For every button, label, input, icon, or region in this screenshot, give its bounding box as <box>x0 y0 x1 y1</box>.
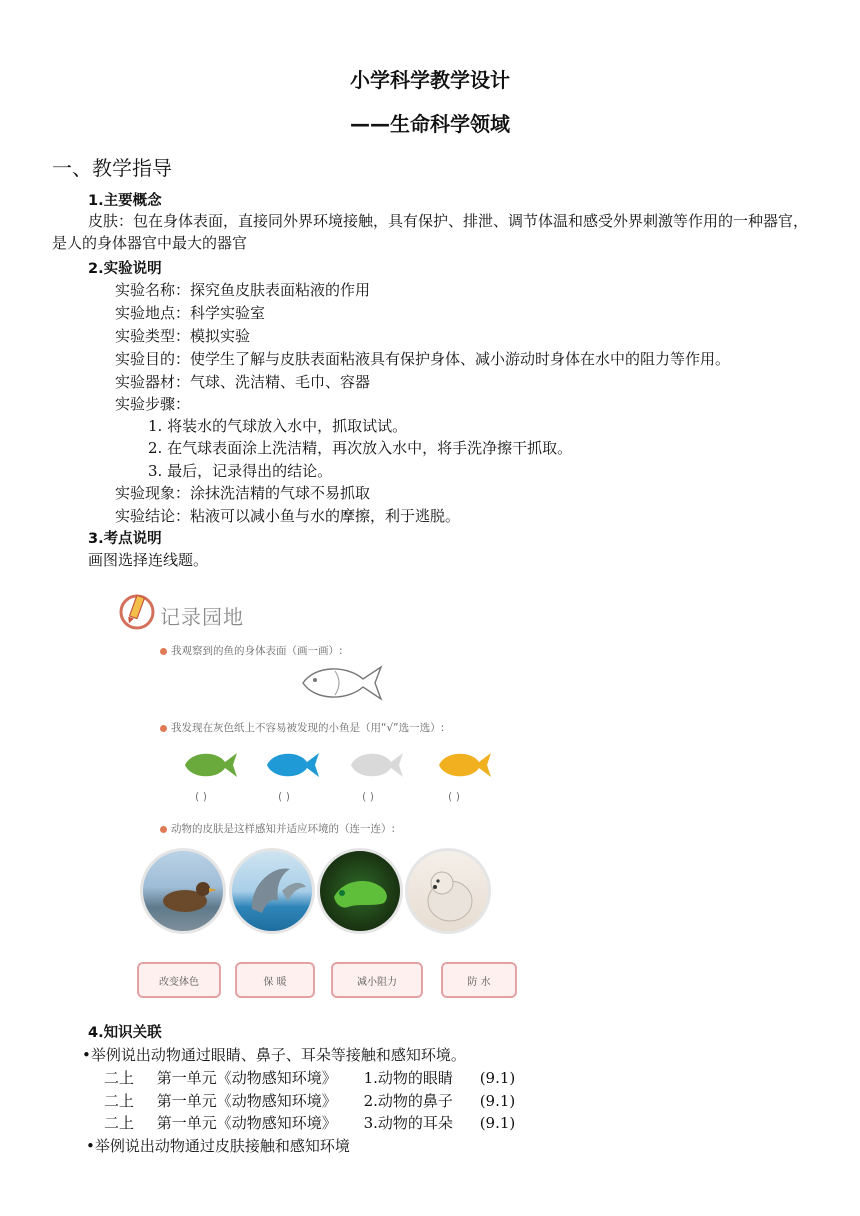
link-grade: 二上 <box>104 1069 135 1087</box>
tag-change-color[interactable]: 改变体色 <box>137 962 221 998</box>
choice-paren[interactable]: ( ) <box>362 790 375 803</box>
knowledge-bullet: •举例说出动物通过皮肤接触和感知环境 <box>86 1137 350 1155</box>
exp-goal: 实验目的：使学生了解与皮肤表面粘液具有保护身体、减小游动时身体在水中的阻力等作用。 <box>115 350 731 368</box>
link-lesson: 1.动物的眼睛 <box>363 1069 453 1087</box>
link-row <box>104 1112 515 1133</box>
step-item: 1. 将装水的气球放入水中，抓取试试。 <box>148 417 408 435</box>
gray-fish-icon <box>347 748 407 782</box>
exp-place: 实验地点：科学实验室 <box>115 304 266 322</box>
choice-paren[interactable]: ( ) <box>448 790 461 803</box>
link-code: (9.1) <box>479 1114 516 1132</box>
question-2-text: 我发现在灰色纸上不容易被发现的小鱼是（用“√”选一选）: <box>171 722 445 734</box>
section-heading: 一、教学指导 <box>52 156 172 180</box>
exam-points-text: 画图选择连线题。 <box>88 551 209 569</box>
question-1-text: 我观察到的鱼的身体表面（画一画）: <box>171 645 343 657</box>
fish-sketch-icon <box>295 661 385 705</box>
exp-type: 实验类型：模拟实验 <box>115 327 251 345</box>
link-unit: 第一单元《动物感知环境》 <box>156 1092 337 1110</box>
exp-conclusion: 实验结论：粘液可以减小鱼与水的摩擦，利于逃脱。 <box>115 507 461 525</box>
knowledge-bullet: •举例说出动物通过眼睛、鼻子、耳朵等接触和感知环境。 <box>82 1046 466 1064</box>
link-unit: 第一单元《动物感知环境》 <box>156 1114 337 1132</box>
link-grade: 二上 <box>104 1092 135 1110</box>
step-item: 2. 在气球表面涂上洗洁精，再次放入水中，将手洗净擦干抓取。 <box>148 439 573 457</box>
link-lesson: 2.动物的鼻子 <box>363 1092 453 1110</box>
bullet-icon <box>160 648 167 655</box>
duck-icon <box>143 851 223 931</box>
link-row <box>104 1090 515 1111</box>
tag-keep-warm[interactable]: 保 暖 <box>235 962 315 998</box>
link-unit: 第一单元《动物感知环境》 <box>156 1069 337 1087</box>
heading-experiment: 2.实验说明 <box>88 261 162 277</box>
dolphin-photo <box>229 848 315 934</box>
pencil-badge-icon <box>118 590 156 632</box>
polar-bear-photo <box>405 848 491 934</box>
choice-paren[interactable]: ( ) <box>278 790 291 803</box>
exp-steps-label: 实验步骤： <box>115 395 191 413</box>
bullet-icon <box>160 725 167 732</box>
link-row <box>104 1067 515 1088</box>
blue-fish-icon <box>263 748 323 782</box>
dolphin-icon <box>232 851 312 931</box>
green-fish-icon <box>181 748 241 782</box>
link-code: (9.1) <box>479 1092 516 1110</box>
doc-title: 小学科学教学设计 <box>350 68 510 92</box>
question-2 <box>160 720 444 735</box>
step-item: 3. 最后，记录得出的结论。 <box>148 462 333 480</box>
heading-main-concept: 1.主要概念 <box>88 193 162 209</box>
yellow-fish-icon <box>435 748 495 782</box>
exp-name: 实验名称：探究鱼皮肤表面粘液的作用 <box>115 281 371 299</box>
question-3-text: 动物的皮肤是这样感知并适应环境的（连一连）: <box>171 823 396 835</box>
heading-knowledge-links: 4.知识关联 <box>88 1025 162 1041</box>
figure-title: 记录园地 <box>160 605 244 629</box>
exp-phenomenon: 实验现象：涂抹洗洁精的气球不易抓取 <box>115 484 371 502</box>
link-lesson: 3.动物的耳朵 <box>363 1114 453 1132</box>
record-garden-figure <box>115 585 555 1005</box>
polar-bear-icon <box>408 851 488 931</box>
exp-tools: 实验器材：气球、洗洁精、毛巾、容器 <box>115 373 371 391</box>
question-3 <box>160 821 395 836</box>
tag-waterproof[interactable]: 防 水 <box>441 962 517 998</box>
chameleon-icon <box>320 851 400 931</box>
question-1 <box>160 643 343 658</box>
link-code: (9.1) <box>479 1069 516 1087</box>
bullet-icon <box>160 826 167 833</box>
doc-subtitle: ——生命科学领域 <box>350 112 510 136</box>
heading-exam-points: 3.考点说明 <box>88 531 162 547</box>
chameleon-photo <box>317 848 403 934</box>
tag-reduce-resistance[interactable]: 减小阻力 <box>331 962 423 998</box>
link-grade: 二上 <box>104 1114 135 1132</box>
duck-photo <box>140 848 226 934</box>
main-concept-text: 皮肤：包在身体表面，直接同外界环境接触，具有保护、排泄、调节体温和感受外界刺激等作用的一种器官，是人的身体器官中最大的器官 <box>52 212 809 252</box>
choice-paren[interactable]: ( ) <box>195 790 208 803</box>
